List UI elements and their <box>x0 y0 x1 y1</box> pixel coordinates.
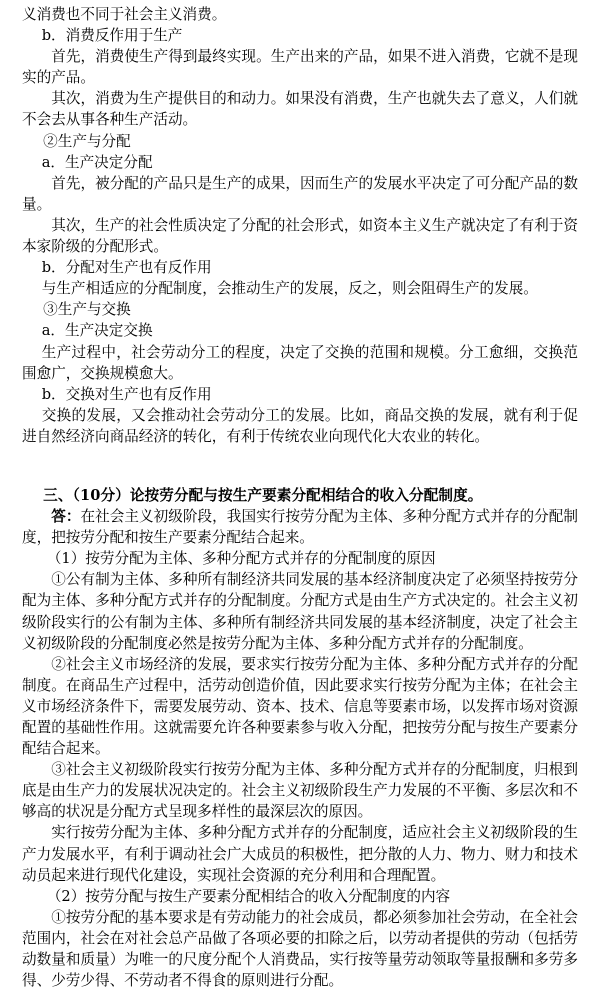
paragraph-reason-summary: 实行按劳分配为主体、多种分配方式并存的分配制度，适应社会主义初级阶段的生产力发展水平，有利于调动社会广大成员的积极性，把分散的人力、物力、财力和技术动员起来进行现代化建设，实现社会资源的充分利用和合理配置。 <box>22 824 578 884</box>
answer-paragraph <box>22 506 578 548</box>
question-heading-three: 三、（10分）论按劳分配与按生产要素分配相结合的收入分配制度。 <box>43 486 483 504</box>
paragraph-second-consumption-provides-purpose: 其次，消费为生产提供目的和动力。如果没有消费，生产也就失去了意义，人们就不会去从事各种生产活动。 <box>22 90 578 129</box>
document-text-body <box>22 4 578 991</box>
paragraph-reason-3-productive-forces: ③社会主义初级阶段实行按劳分配为主体、多种分配方式并存的分配制度，归根到底是由生产力的发展状况决定的。社会主义初级阶段生产力发展的不平衡、多层次和不够高的状况是分配方式呈现多样性的最深层次的原因。 <box>22 761 578 821</box>
list-item-production-and-exchange: ③生产与交换 <box>43 301 131 319</box>
section-gap <box>22 447 578 485</box>
list-item-production-and-distribution: ②生产与分配 <box>43 132 131 150</box>
paragraph-content-1-basic-requirement: ①按劳分配的基本要求是有劳动能力的社会成员，都必须参加社会劳动，在全社会范围内，社会在对社会总产品做了各项必要的扣除之后，以劳动者提供的劳动（包括劳动数量和质量）为唯一的尺度分配个人消费品，实行按等量劳动领取等量报酬和多劳多得、少劳少得、不劳动者不得食的原则进行分配。 <box>22 908 578 990</box>
list-item-consumption-reacts-production: b．消费反作用于生产 <box>41 27 183 45</box>
list-item-distribution-reacts-production: b．分配对生产也有反作用 <box>41 259 212 277</box>
list-item-exchange-reacts-production: b．交换对生产也有反作用 <box>41 385 212 403</box>
paragraph-matching-distribution-system: 与生产相适应的分配制度，会推动生产的发展，反之，则会阻碍生产的发展。 <box>41 280 538 298</box>
paragraph-reason-1-public-ownership: ①公有制为主体、多种所有制经济共同发展的基本经济制度决定了必须坚持按劳分配为主体、多种分配方式并存的分配制度。分配方式是由生产方式决定的。社会主义初级阶段实行的公有制为主体、多种所有制经济共同发展的基本经济制度，决定了社会主义初级阶段的分配制度必然是按劳分配为主体、多种分配方式并存的分配制度。 <box>22 571 578 652</box>
list-item-production-determines-distribution: a．生产决定分配 <box>41 153 153 171</box>
paragraph-continuation: 义消费也不同于社会主义消费。 <box>22 6 227 23</box>
list-item-production-determines-exchange: a．生产决定交换 <box>41 322 153 340</box>
paragraph-second-social-nature-of-production: 其次，生产的社会性质决定了分配的社会形式，如资本主义生产就决定了有利于资本家阶级的分配形式。 <box>22 216 578 256</box>
paragraph-first-consumption-realizes-production: 首先，消费使生产得到最终实现。生产出来的产品，如果不进入消费，它就不是现实的产品。 <box>22 48 578 87</box>
answer-label: 答： <box>51 508 81 526</box>
paragraph-division-of-labor-scope: 生产过程中，社会劳动分工的程度，决定了交换的范围和规模。分工愈细，交换范围愈广，交换规模愈大。 <box>22 343 578 382</box>
paragraph-reason-2-market-economy: ②社会主义市场经济的发展，要求实行按劳分配为主体、多种分配方式并存的分配制度。在商品生产过程中，活劳动创造价值，因此要求实行按劳分配为主体；在社会主义市场经济条件下，需要发展劳动、资本、技术、信息等要素市场，以发挥市场对资源配置的基础性作用。这就需要允许各种要素参与收入分配，把按劳分配与按生产要素分配结合起来。 <box>22 655 578 758</box>
section-heading-2: （2）按劳分配与按生产要素分配相结合的收入分配制度的内容 <box>46 887 451 905</box>
paragraph-first-distributed-products: 首先，被分配的产品只是生产的成果，因而生产的发展水平决定了可分配产品的数量。 <box>22 174 578 213</box>
section-heading-1: （1）按劳分配为主体、多种分配方式并存的分配制度的原因 <box>46 550 436 568</box>
answer-text: 在社会主义初级阶段，我国实行按劳分配为主体、多种分配方式并存的分配制度，把按劳分配和按生产要素分配结合起来。 <box>22 508 578 547</box>
paragraph-exchange-promotes-division-of-labor: 交换的发展，又会推动社会劳动分工的发展。比如，商品交换的发展，就有利于促进自然经济向商品经济的转化，有利于传统农业向现代化大农业的转化。 <box>22 406 578 445</box>
